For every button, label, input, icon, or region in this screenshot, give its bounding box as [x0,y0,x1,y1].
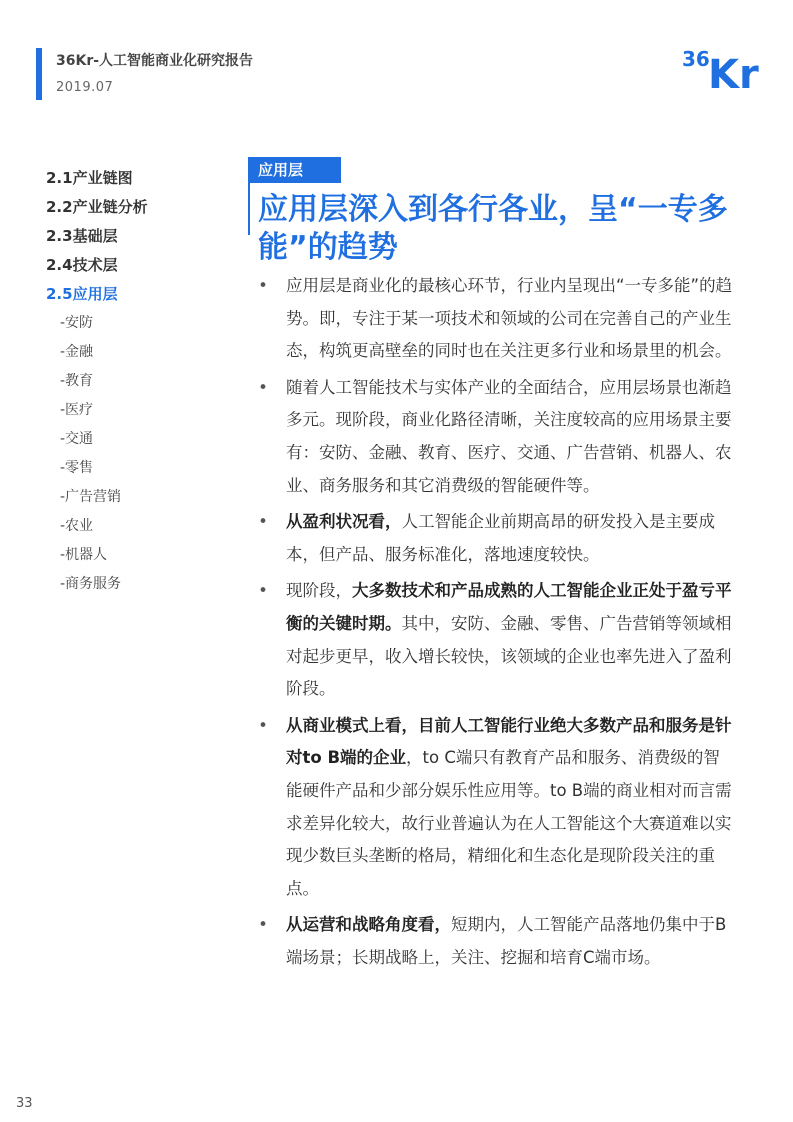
bullet-text: 人工智能企业前期高昂的研发投入是主要成本，但产品、服务标准化，落地速度较快。 [286,512,715,564]
36kr-logo [680,40,764,92]
bullet-dot-icon: • [258,276,268,295]
bullet-text: ，to C端只有教育产品和服务、消费级的智能硬件产品和少部分娱乐性应用等。to B端的商业相对而言需求差异化较大，故行业普遍认为在人工智能这个大赛道难以实现少数巨头垄断的格局，精细化和生态化是现阶段关注的重点。 [286,748,732,898]
report-date: 2019.07 [56,80,114,95]
bullet-text: 其中，安防、金融、零售、广告营销等领域相对起步更早，收入增长较快，该领域的企业也率先进入了盈利阶段。 [286,613,732,699]
toc-item-2-3[interactable]: 2.3基础层 [46,227,118,245]
toc-sub-agriculture[interactable]: -农业 [60,518,94,534]
svg-text:36: 36 [682,47,710,71]
section-headline: 应用层深入到各行各业，呈“一专多能”的趋势 [258,192,728,265]
bullet-paragraph [253,575,733,705]
toc-sub-education[interactable]: -教育 [60,373,94,389]
toc-sub-healthcare[interactable]: -医疗 [60,402,94,418]
bullet-paragraph [253,270,733,368]
toc-sub-security[interactable]: -安防 [60,315,94,331]
report-title: 36Kr-人工智能商业化研究报告 [56,53,254,69]
toc-sub-business-services[interactable]: -商务服务 [60,576,122,592]
toc-item-2-5-active[interactable]: 2.5应用层 [46,285,118,303]
section-tag: 应用层 [248,157,341,183]
toc-sub-advertising[interactable]: -广告营销 [60,489,122,505]
bullet-text: 短期内，人工智能产品落地仍集中于B端场景；长期战略上，关注、挖掘和培育C端市场。 [286,915,727,967]
toc-sub-retail[interactable]: -零售 [60,460,94,476]
toc-sub-finance[interactable]: -金融 [60,344,94,360]
bullet-bold-text: 从商业模式上看，目前人工智能行业绝大多数产品和服务是针对to B端的企业 [286,715,732,768]
bullet-paragraph [253,372,733,502]
bullet-bold-text: 从盈利状况看， [286,512,402,532]
svg-text:Kr: Kr [708,52,759,92]
toc-item-2-2[interactable]: 2.2产业链分析 [46,198,148,216]
bullet-paragraph [253,710,733,906]
bullet-dot-icon: • [258,512,268,532]
toc-sub-transport[interactable]: -交通 [60,431,94,447]
bullet-text: 应用层是商业化的最核心环节，行业内呈现出“一专多能”的趋势。即，专注于某一项技术和领域的公司在完善自己的产业生态，构筑更高壁垒的同时也在关注更多行业和场景里的机会。 [286,276,733,361]
toc-item-2-1[interactable]: 2.1产业链图 [46,169,133,187]
bullet-dot-icon: • [258,715,268,735]
bullet-dot-icon: • [258,915,268,935]
bullet-text: 现阶段， [286,581,352,601]
page-number: 33 [16,1096,33,1111]
bullet-bold-text: 大多数技术和产品成熟的人工智能企业正处于盈亏平衡的关键时期。 [286,581,732,633]
bullet-bold-text: 从运营和战略角度看， [286,915,451,935]
toc-sub-robotics[interactable]: -机器人 [60,547,108,563]
header-bar [36,48,42,100]
toc-item-2-4[interactable]: 2.4技术层 [46,256,118,274]
bullet-paragraph [253,506,733,571]
bullet-paragraph [253,909,733,974]
bullet-dot-icon: • [258,377,268,397]
body-text [253,270,733,978]
table-of-contents [46,164,236,599]
bullet-dot-icon: • [258,581,268,601]
bullet-text: 随着人工智能技术与实体产业的全面结合，应用层场景也渐趋多元。现阶段，商业化路径清晰，关注度较高的应用场景主要有：安防、金融、教育、医疗、交通、广告营销、机器人、农业、商务服务和其它消费级的智能硬件等。 [286,377,732,495]
